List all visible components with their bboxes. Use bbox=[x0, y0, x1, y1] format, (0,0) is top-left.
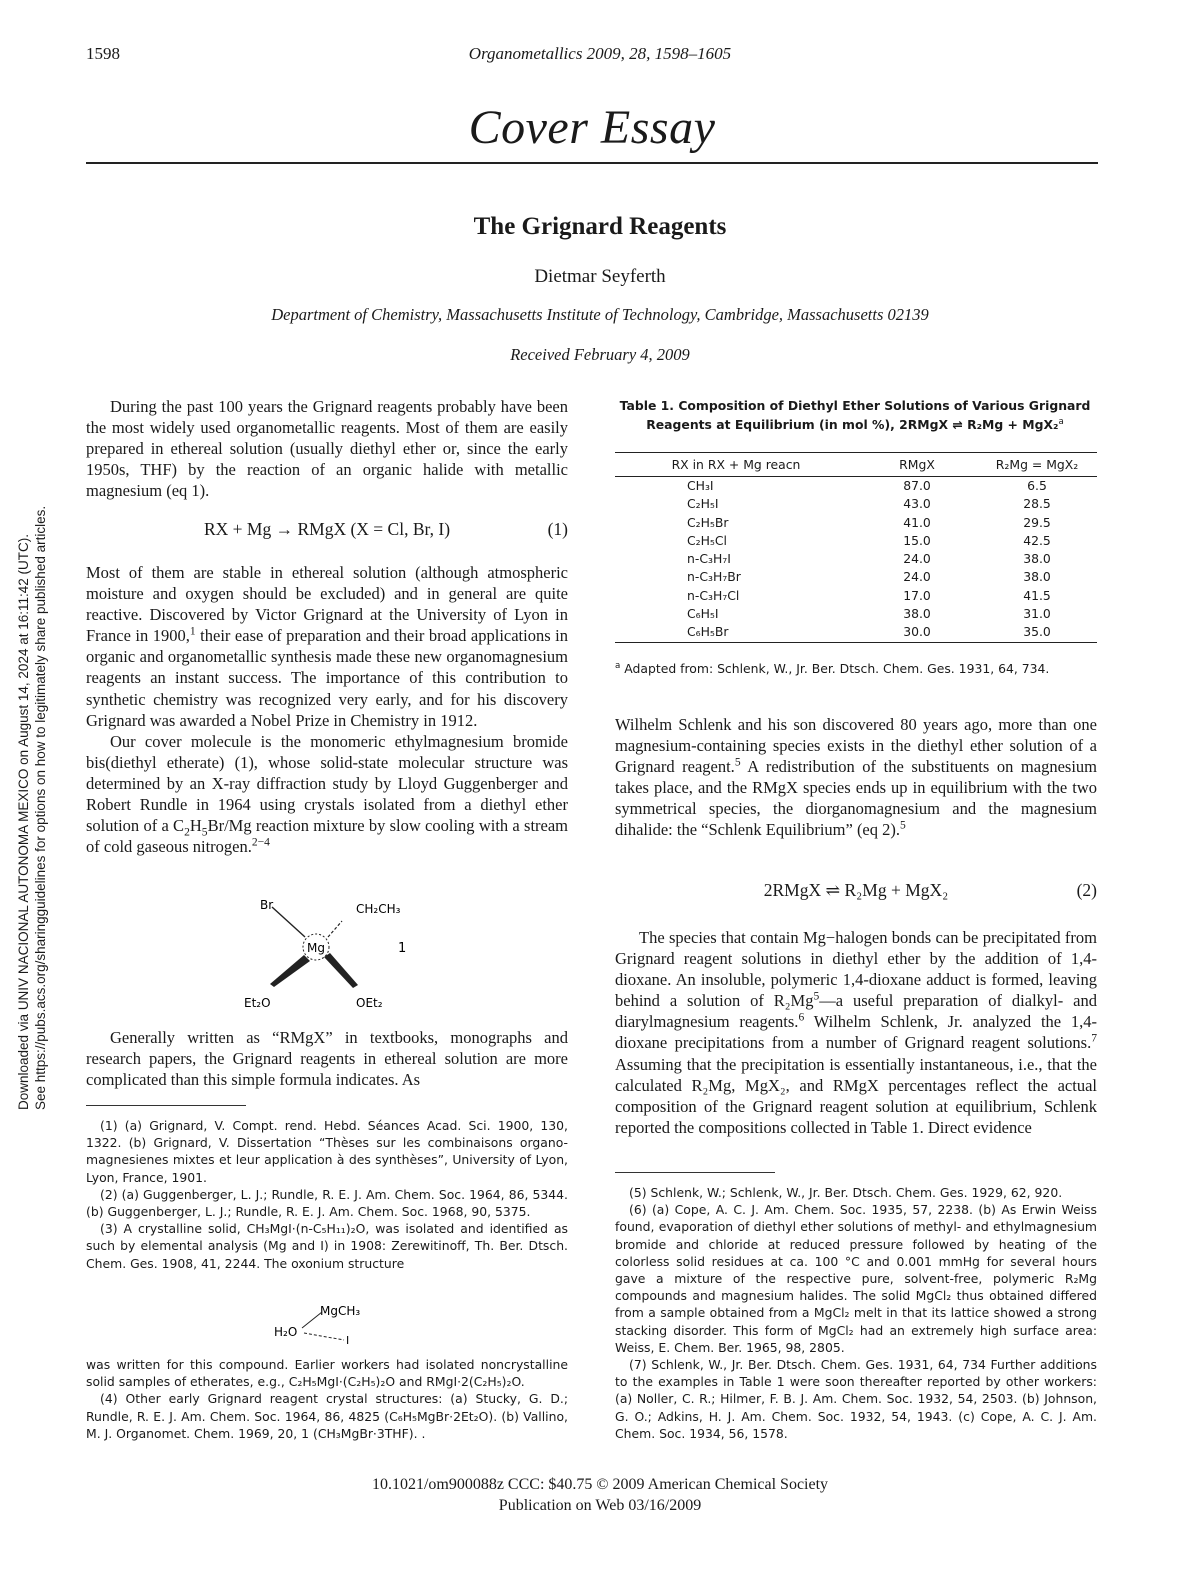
article-author: Dietmar Seyferth bbox=[534, 266, 666, 287]
footnote-7: (7) Schlenk, W., Jr. Ber. Dtsch. Chem. Ges. 1931, 64, 734 Further additions to the examples in Table 1 were soon thereafter reported by other workers: (a) Noller, C. R.; Hilmer, F. B. J. Am. Chem. Soc. 1932, 54, 2503. (b) Johnson, G. O.; Adkins, H. J. Am. Chem. Soc. 1932, 54, 1943. (c) Cope, A. C. J. Am. Chem. Soc. 1934, 56, 1578. bbox=[615, 1357, 1097, 1441]
table-row: n-C₃H₇I 24.0 38.0 bbox=[687, 551, 1051, 567]
equation-1-text: RX + Mg → RMgX (X = Cl, Br, I) bbox=[203, 519, 451, 539]
mg-ethyl-bond bbox=[328, 921, 342, 937]
ref-6[interactable]: 6 bbox=[798, 1011, 805, 1024]
download-notice-line1: Downloaded via UNIV NACIONAL AUTONOMA MEXICO on August 14, 2024 at 16:11:42 (UTC). bbox=[16, 533, 31, 1110]
structure-oet-left: Et₂O bbox=[244, 996, 271, 1010]
header-rule bbox=[86, 162, 1098, 164]
right-footnote-rule bbox=[615, 1172, 775, 1173]
structure-mg-label: Mg bbox=[307, 941, 325, 955]
oxonium-o-i-bond bbox=[304, 1333, 344, 1340]
table-row: C₆H₅Br 30.0 35.0 bbox=[615, 623, 1097, 642]
paragraph-3: Our cover molecule is the monomeric ethylmagnesium bromide bis(diethyl etherate) (1), whose solid-state molecular structure was determined by an X-ray diffraction study by Lloyd Guggenberger and Robert Rundle in 1964 using crystals isolated from a diethyl ether solution of a $C_2H_5Br/Mg$ reaction mixture by slow cooling with a stream of cold gaseous nitrogen.$^{2-4}$ bbox=[86, 731, 569, 857]
br-mg-bond bbox=[272, 907, 305, 937]
ref-5c[interactable]: 5 bbox=[813, 990, 820, 1003]
footnote-4: (4) Other early Grignard reagent crystal structures: (a) Stucky, G. D.; Rundle, R. E. J. Am. Chem. Soc. 1964, 86, 4825 (C₆H₅MgBr·2Et₂O). (b) Vallino, M. J. Organomet. Chem. 1969, 20, 1 (CH₃MgBr·3THF). . bbox=[86, 1391, 568, 1441]
table-row: C₂H₅Cl 15.0 42.5 bbox=[687, 532, 1051, 548]
left-column-body bbox=[86, 562, 568, 857]
table-col-r2mg: R₂Mg = MgX₂ bbox=[977, 453, 1097, 477]
right-column-body-2 bbox=[615, 927, 1097, 1138]
page-number: 1598 bbox=[86, 44, 120, 63]
footer-publication-date: Publication on Web 03/16/2009 bbox=[498, 1497, 702, 1514]
oxonium-mg-label: MgCH₃ bbox=[320, 1304, 361, 1318]
structure-br-label: Br bbox=[260, 898, 274, 912]
table-col-rmgx: RMgX bbox=[857, 453, 977, 477]
table-1-label: Table 1. bbox=[619, 398, 675, 413]
section-banner: Cover Essay bbox=[468, 101, 716, 154]
right-footnotes bbox=[615, 1184, 1097, 1442]
footnote-5: (5) Schlenk, W.; Schlenk, W., Jr. Ber. Dtsch. Chem. Ges. 1929, 62, 920. bbox=[629, 1185, 1063, 1200]
table-row: n-C₃H₇Cl 17.0 41.5 bbox=[687, 587, 1051, 603]
equation-1-number: (1) bbox=[547, 519, 568, 539]
article-title: The Grignard Reagents bbox=[473, 213, 727, 240]
table-row: C₂H₅Br 41.0 29.5 bbox=[687, 514, 1051, 530]
left-column-after-structure bbox=[86, 1027, 568, 1090]
paragraph-6: The species that contain Mg−halogen bonds can be precipitated from Grignard reagent solutions in diethyl ether by the addition of 1,4-dioxane. An insoluble, polymeric 1,4-dioxane adduct is formed, leaving behind a solution of R₂Mg$^5$—a useful preparation of dialkyl- and diarylmagnesium reagents.$^6$ Wilhelm Schlenk, Jr. analyzed the 1,4-dioxane precipitations from a number of Grignard reagent solutions.$^7$ Assuming that the precipitation is essentially instantaneous, i.e., that the calculated R₂Mg, MgX₂, and RMgX percentages reflect the actual composition of the Grignard reagent solution at equilibrium, Schlenk reported the compositions collected in Table 1. Direct evidence bbox=[615, 928, 1097, 1137]
table-col-rx: RX in RX + Mg reacn bbox=[615, 453, 857, 477]
oxonium-o-label: H₂O bbox=[274, 1325, 298, 1339]
footer-doi-copyright: 10.1021/om900088z CCC: $40.75 © 2009 American Chemical Society bbox=[371, 1476, 829, 1493]
footnote-6: (6) (a) Cope, A. C. J. Am. Chem. Soc. 1935, 57, 2238. (b) As Erwin Weiss found, evaporation of diethyl ether solutions of methyl- and ethylmagnesium bromide and chloride at reduced pressure followed by heating of the colorless solid residues at ca. 100 °C and 0.001 mmHg for several hours gave a mixture of the respective pure, solvent-free, polymeric R₂Mg compounds and magnesium halides. The solid MgCl₂ thus obtained differed from a sample obtained from a MgCl₂ melt in that its lattice showed a strong stacking disorder. This form of MgCl₂ had an extremely high surface area: Weiss, E. Chem. Ber. 1965, 98, 2805. bbox=[615, 1202, 1097, 1355]
table-row: C₆H₅I 38.0 31.0 bbox=[687, 606, 1051, 622]
footnote-3a: (3) A crystalline solid, CH₃MgI·(n-C₅H₁₁)₂O, was isolated and identified as such by elemental analysis (Mg and I) in 1908: Zerewitinoff, Th. Ber. Dtsch. Chem. Ges. 1908, 41, 2244. The oxonium structure bbox=[86, 1221, 568, 1271]
footnote-1: (1) (a) Grignard, V. Compt. rend. Hebd. Séances Acad. Sci. 1900, 130, 1322. (b) Grignard, V. Dissertation “Thèses sur les combinaisons organo-magnesienes mixtes et leur application à des synthèses”, University of Lyon, Lyon, France, 1901. bbox=[86, 1118, 568, 1185]
download-notice-line2: See https://pubs.acs.org/sharingguidelines for options on how to legitimately share published articles. bbox=[33, 505, 48, 1110]
mg-oet-right-wedge bbox=[324, 953, 358, 988]
paragraph-1: During the past 100 years the Grignard reagents probably have been the most widely used organometallic reagents. Most of them are easily prepared in ethereal solution (usually diethyl ether or, since the early 1950s, THF) by the reaction of an organic halide with metallic magnesium (eq 1). bbox=[86, 397, 568, 501]
table-1 bbox=[615, 452, 1097, 643]
structure-1-diagram bbox=[230, 895, 430, 1015]
oxonium-structure-diagram bbox=[270, 1300, 390, 1350]
download-notice bbox=[15, 450, 49, 1110]
received-date: Received February 4, 2009 bbox=[510, 345, 690, 364]
footnote-2: (2) (a) Guggenberger, L. J.; Rundle, R. E. J. Am. Chem. Soc. 1964, 86, 5344. (b) Guggenberger, L. J.; Rundle, R. E. J. Am. Chem. Soc. 1968, 90, 5375. bbox=[86, 1186, 568, 1220]
mg-oet-left-wedge bbox=[270, 955, 310, 987]
structure-number: 1 bbox=[398, 941, 407, 956]
table-1-caption: Table 1. Composition of Diethyl Ether Solutions of Various Grignard Reagents at Equilibrium (in mol %), 2RMgX ⇌ R₂Mg + MgX₂$^a$ bbox=[619, 398, 1091, 432]
structure-oet-right: OEt₂ bbox=[356, 996, 383, 1010]
table-header-row bbox=[615, 453, 1097, 477]
left-column-intro bbox=[86, 396, 568, 501]
table-1-footnote: $^a$ Adapted from: Schlenk, W., Jr. Ber. Dtsch. Chem. Ges. 1931, 64, 734. bbox=[615, 660, 1050, 676]
ref-5[interactable]: 5 bbox=[734, 756, 741, 769]
table-row: CH₃I 87.0 6.5 bbox=[687, 478, 1047, 493]
equation-2-number: (2) bbox=[1076, 880, 1097, 900]
paragraph-4: Generally written as “RMgX” in textbooks, monographs and research papers, the Grignard reagents in ethereal solution are more complicated than this simple formula indicates. As bbox=[86, 1028, 568, 1090]
structure-ethyl-label: CH₂CH₃ bbox=[356, 902, 401, 916]
journal-citation: Organometallics 2009, 28, 1598–1605 bbox=[468, 44, 732, 63]
equation-2-text: 2RMgX ⇌ R₂Mg + MgX₂ bbox=[763, 880, 949, 900]
left-footnotes-cont bbox=[86, 1356, 568, 1442]
author-affiliation: Department of Chemistry, Massachusetts Institute of Technology, Cambridge, Massachusetts 02139 bbox=[271, 305, 929, 324]
ref-5b[interactable]: 5 bbox=[900, 819, 906, 832]
ref-1[interactable]: 1 bbox=[189, 625, 196, 638]
oxonium-o-mg-bond bbox=[302, 1312, 322, 1328]
footnote-3b: was written for this compound. Earlier workers had isolated noncrystalline solid samples of etherates, e.g., C₂H₅MgI·(C₂H₅)₂O and RMgI·2(C₂H₅)₂O. bbox=[86, 1357, 568, 1390]
oxonium-i-label: I bbox=[346, 1334, 350, 1347]
ref-7[interactable]: 7 bbox=[1091, 1032, 1097, 1045]
paragraph-5: Wilhelm Schlenk and his son discovered 80 years ago, more than one magnesium-containing species exists in the diethyl ether solution of a Grignard reagent.$^5$ A redistribution of the substituents on magnesium takes place, and the RMgX species ends up in equilibrium with the two symmetrical species, the diorganomagnesium and the magnesium dihalide: the “Schlenk Equilibrium” (eq 2).$^5$ bbox=[615, 715, 1097, 840]
paragraph-2: Most of them are stable in ethereal solution (although atmospheric moisture and oxygen should be excluded) and in general are quite reactive. Discovered by Victor Grignard at the University of Lyon in France in 1900,$^1$ their ease of preparation and their broad applications in organic and organometallic synthesis made these new organomagnesium reagents an instant success. The importance of this contribution to synthetic chemistry was recognized very early, and for his discovery Grignard was awarded a Nobel Prize in Chemistry in 1912. bbox=[86, 563, 568, 730]
ref-2-4[interactable]: 2−4 bbox=[251, 836, 270, 849]
left-footnotes bbox=[86, 1117, 568, 1272]
left-footnote-rule bbox=[86, 1105, 246, 1106]
table-row: C₂H₅I 43.0 28.5 bbox=[687, 496, 1051, 512]
right-column-body bbox=[615, 714, 1097, 841]
table-row: n-C₃H₇Br 24.0 38.0 bbox=[687, 569, 1051, 585]
